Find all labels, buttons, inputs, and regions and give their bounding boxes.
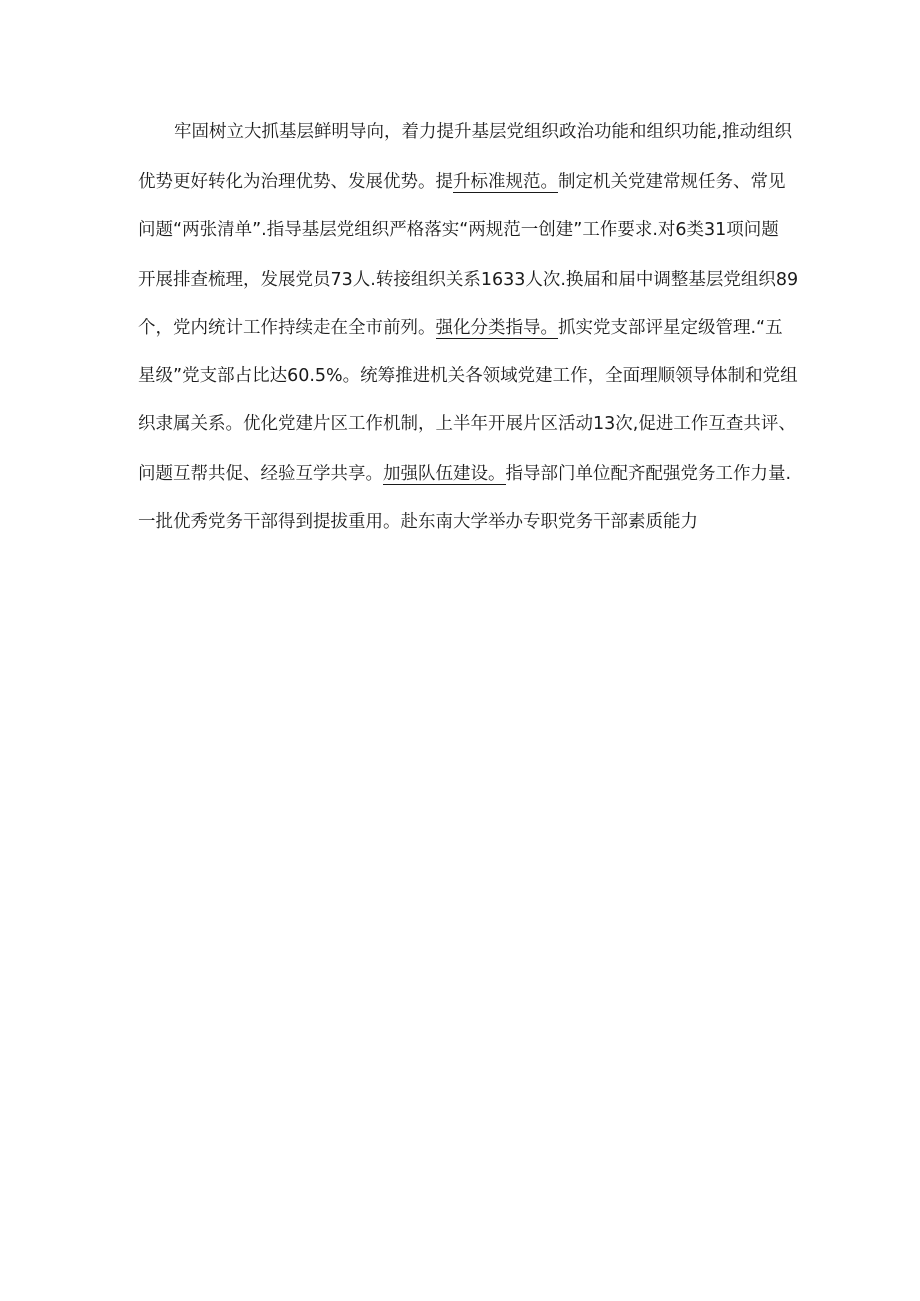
paragraph-line-6: [138, 362, 798, 390]
underlined-heading: 升标准规范。: [453, 172, 558, 192]
paragraph-line-2: [138, 168, 786, 196]
paragraph-text: 个，党内统计工作持续走在全市前列。: [138, 318, 436, 338]
paragraph-text: 织隶属关系。优化党建片区工作机制，上半年开展片区活动13次,促进工作互查共评、: [138, 414, 796, 434]
paragraph-line-8: [138, 460, 791, 488]
paragraph-text: 优势更好转化为治理优势、发展优势。提: [138, 172, 453, 192]
underlined-heading: 强化分类指导。: [435, 318, 558, 338]
paragraph-line-1: [174, 118, 792, 146]
underlined-heading: 加强队伍建设。: [383, 464, 506, 484]
paragraph-line-5: [138, 314, 783, 342]
paragraph-line-7: [138, 410, 796, 438]
paragraph-text: 一批优秀党务干部得到提拔重用。赴东南大学举办专职党务干部素质能力: [138, 512, 698, 532]
paragraph-text: 问题互帮共促、经验互学共享。: [138, 464, 383, 484]
paragraph-text: 牢固树立大抓基层鲜明导向，着力提升基层党组织政治功能和组织功能,推动组织: [174, 122, 793, 142]
paragraph-text: 制定机关党建常规任务、常见: [558, 172, 786, 192]
paragraph-text: 指导部门单位配齐配强党务工作力量.: [505, 464, 792, 484]
paragraph-text: 开展排查梳理，发展党员73人.转接组织关系1633人次.换届和届中调整基层党组织89: [138, 270, 799, 290]
paragraph-line-9: [138, 508, 698, 536]
paragraph-line-4: [138, 266, 798, 294]
paragraph-text: 抓实党支部评星定级管理.“五: [558, 318, 783, 338]
paragraph-text: 问题“两张清单”.指导基层党组织严格落实“两规范一创建”工作要求.对6类31项问题: [138, 220, 779, 240]
paragraph-text: 星级”党支部占比达60.5%。统筹推进机关各领域党建工作，全面理顺领导体制和党组: [138, 366, 798, 386]
paragraph-line-3: [138, 216, 779, 244]
